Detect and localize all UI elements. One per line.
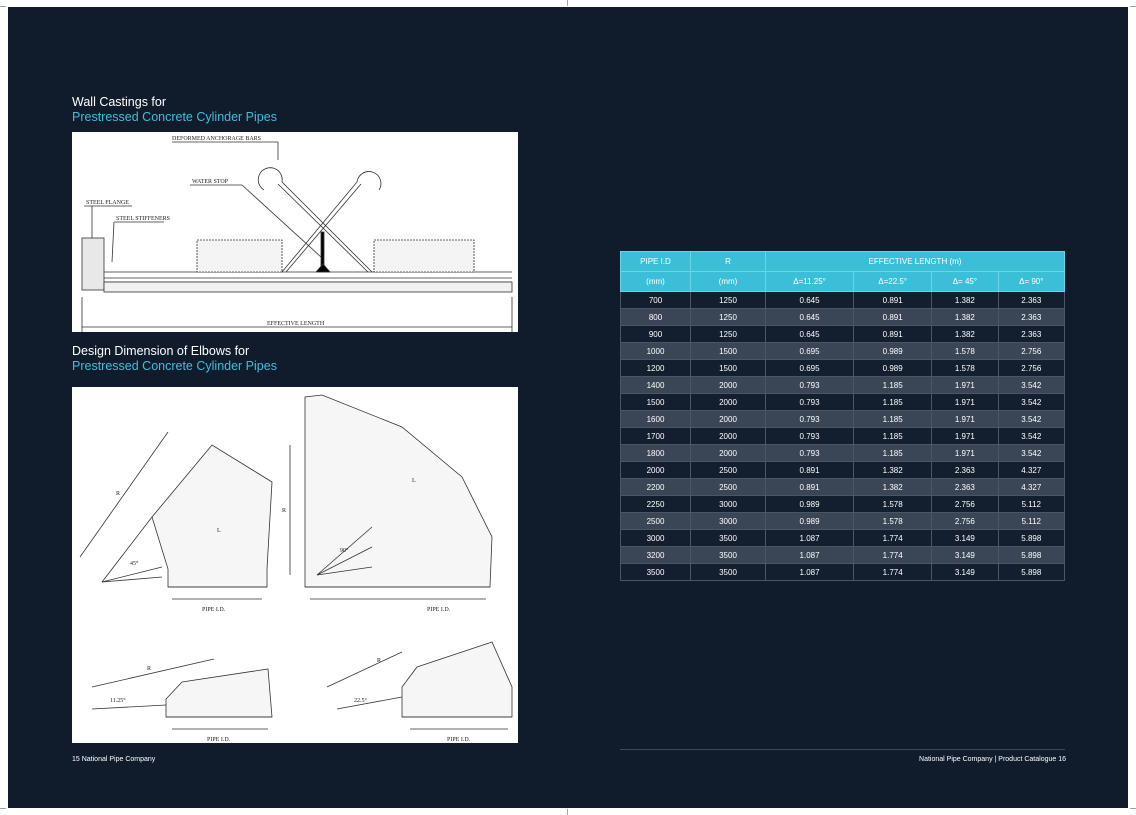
col-effective-length: EFFECTIVE LENGTH (m) bbox=[766, 252, 1065, 272]
table-cell: 0.645 bbox=[766, 326, 854, 343]
table-cell: 1.971 bbox=[932, 377, 998, 394]
table-row bbox=[621, 377, 1065, 394]
table-row bbox=[621, 513, 1065, 530]
page-footer-right: National Pipe Company | Product Catalogue 16 bbox=[919, 756, 1066, 763]
wall-castings-heading bbox=[72, 95, 277, 125]
table-cell: 800 bbox=[621, 309, 691, 326]
table-cell: 1700 bbox=[621, 428, 691, 445]
table-cell: 1.578 bbox=[854, 496, 932, 513]
table-cell: 1.185 bbox=[854, 394, 932, 411]
table-cell: 2.363 bbox=[932, 462, 998, 479]
stiffeners-label: STEEL STIFFENERS bbox=[116, 216, 170, 222]
table-cell: 4.327 bbox=[998, 479, 1064, 496]
table-cell: 1.578 bbox=[932, 343, 998, 360]
table-cell: 1400 bbox=[621, 377, 691, 394]
section-title: Wall Castings for bbox=[72, 95, 167, 109]
r-label: R bbox=[116, 491, 121, 497]
table-cell: 5.898 bbox=[998, 547, 1064, 564]
table-cell: 1500 bbox=[621, 394, 691, 411]
effective-length-table bbox=[620, 251, 1065, 581]
table-cell: 1.087 bbox=[766, 564, 854, 581]
table-cell: 1.382 bbox=[932, 326, 998, 343]
table-cell: 0.645 bbox=[766, 309, 854, 326]
table-cell: 1.185 bbox=[854, 377, 932, 394]
table-cell: 3.149 bbox=[932, 564, 998, 581]
crop-mark bbox=[0, 808, 6, 809]
elbow-225-shape bbox=[402, 642, 512, 717]
table-cell: 3000 bbox=[691, 496, 766, 513]
table-cell: 1800 bbox=[621, 445, 691, 462]
pipe-id-label: PIPE I.D. bbox=[207, 737, 231, 743]
table-cell: 1.185 bbox=[854, 428, 932, 445]
table-cell: 3.542 bbox=[998, 377, 1064, 394]
flange-label: STEEL FLANGE bbox=[86, 200, 129, 206]
table-cell: 1250 bbox=[691, 309, 766, 326]
r-label: R bbox=[282, 508, 287, 514]
wall-casting-drawing bbox=[72, 132, 518, 332]
table-row bbox=[621, 292, 1065, 309]
table-cell: 3000 bbox=[621, 530, 691, 547]
table-cell: 5.112 bbox=[998, 496, 1064, 513]
table-cell: 0.989 bbox=[766, 513, 854, 530]
table-header-row bbox=[621, 252, 1065, 272]
table-cell: 4.327 bbox=[998, 462, 1064, 479]
page-footer-left: 15 National Pipe Company bbox=[72, 756, 156, 763]
elbow-svg bbox=[72, 387, 518, 743]
table-row bbox=[621, 496, 1065, 513]
table-cell: 3.542 bbox=[998, 428, 1064, 445]
angle-225-label: 22.5° bbox=[354, 698, 367, 704]
water-stop-label: WATER STOP bbox=[192, 179, 229, 185]
table-cell: 0.793 bbox=[766, 445, 854, 462]
r-label: R bbox=[147, 666, 152, 672]
table-cell: 5.112 bbox=[998, 513, 1064, 530]
col-r: R bbox=[691, 252, 766, 272]
table-cell: 2000 bbox=[691, 411, 766, 428]
section-subtitle: Prestressed Concrete Cylinder Pipes bbox=[72, 359, 277, 373]
table-cell: 1600 bbox=[621, 411, 691, 428]
table-cell: 2200 bbox=[621, 479, 691, 496]
table-cell: 1.774 bbox=[854, 564, 932, 581]
table-row bbox=[621, 564, 1065, 581]
table-cell: 1.185 bbox=[854, 445, 932, 462]
table-cell: 900 bbox=[621, 326, 691, 343]
unit-mm: (mm) bbox=[691, 272, 766, 292]
table-cell: 3.542 bbox=[998, 445, 1064, 462]
concrete-block-left bbox=[197, 240, 282, 272]
table-cell: 3.542 bbox=[998, 394, 1064, 411]
table-cell: 1500 bbox=[691, 360, 766, 377]
table-cell: 1.087 bbox=[766, 530, 854, 547]
crop-mark bbox=[0, 6, 6, 7]
table-cell: 2000 bbox=[691, 394, 766, 411]
table-cell: 1250 bbox=[691, 326, 766, 343]
table-cell: 1.382 bbox=[854, 462, 932, 479]
table-cell: 0.645 bbox=[766, 292, 854, 309]
table-cell: 700 bbox=[621, 292, 691, 309]
table-cell: 2500 bbox=[621, 513, 691, 530]
table-cell: 5.898 bbox=[998, 530, 1064, 547]
angle-1125-label: 11.25° bbox=[110, 698, 126, 704]
table-cell: 3500 bbox=[691, 547, 766, 564]
table-cell: 0.793 bbox=[766, 377, 854, 394]
table-cell: 1.087 bbox=[766, 547, 854, 564]
l-label: L bbox=[412, 478, 416, 484]
table-cell: 1.971 bbox=[932, 394, 998, 411]
table-cell: 2000 bbox=[691, 428, 766, 445]
section-title: Design Dimension of Elbows for bbox=[72, 344, 250, 358]
table-cell: 1000 bbox=[621, 343, 691, 360]
pipe-id-label: PIPE I.D. bbox=[427, 607, 451, 613]
table-row bbox=[621, 462, 1065, 479]
table-cell: 1.774 bbox=[854, 530, 932, 547]
table-cell: 1.382 bbox=[932, 292, 998, 309]
section-subtitle: Prestressed Concrete Cylinder Pipes bbox=[72, 110, 277, 124]
table-cell: 0.989 bbox=[854, 360, 932, 377]
table-cell: 3.542 bbox=[998, 411, 1064, 428]
table-cell: 3500 bbox=[691, 530, 766, 547]
table-subheader-row bbox=[621, 272, 1065, 292]
table-cell: 2500 bbox=[691, 462, 766, 479]
table-cell: 0.891 bbox=[854, 292, 932, 309]
table-row bbox=[621, 326, 1065, 343]
table-row bbox=[621, 547, 1065, 564]
table-row bbox=[621, 479, 1065, 496]
left-page bbox=[8, 7, 568, 808]
table-cell: 0.793 bbox=[766, 428, 854, 445]
table-cell: 0.891 bbox=[854, 309, 932, 326]
table-body bbox=[621, 292, 1065, 581]
l-label: L bbox=[217, 528, 221, 534]
elbow-1125-shape bbox=[166, 669, 272, 717]
table-cell: 1.971 bbox=[932, 445, 998, 462]
concrete-block-right bbox=[374, 240, 474, 272]
table-cell: 3200 bbox=[621, 547, 691, 564]
table-cell: 1.774 bbox=[854, 547, 932, 564]
unit-mm: (mm) bbox=[621, 272, 691, 292]
angle-90-label: 90° bbox=[340, 548, 349, 554]
table-cell: 1500 bbox=[691, 343, 766, 360]
table-cell: 3500 bbox=[621, 564, 691, 581]
table-cell: 0.793 bbox=[766, 411, 854, 428]
table-cell: 1200 bbox=[621, 360, 691, 377]
table-cell: 2.756 bbox=[998, 343, 1064, 360]
table-cell: 5.898 bbox=[998, 564, 1064, 581]
table-row bbox=[621, 394, 1065, 411]
table-cell: 2000 bbox=[691, 377, 766, 394]
crop-mark bbox=[1130, 808, 1136, 809]
table-cell: 0.695 bbox=[766, 360, 854, 377]
crop-mark bbox=[567, 0, 568, 6]
pipe-id-label: PIPE I.D. bbox=[202, 607, 226, 613]
table-cell: 0.793 bbox=[766, 394, 854, 411]
table-cell: 3.149 bbox=[932, 530, 998, 547]
elbow-45-shape bbox=[152, 445, 272, 587]
table-cell: 2.363 bbox=[998, 326, 1064, 343]
wall-casting-svg bbox=[72, 132, 518, 332]
table-row bbox=[621, 445, 1065, 462]
table-row bbox=[621, 530, 1065, 547]
anchorage-bar-1 bbox=[282, 172, 381, 272]
elbow-design-heading bbox=[72, 344, 277, 374]
table-cell: 1.971 bbox=[932, 428, 998, 445]
table-cell: 2000 bbox=[621, 462, 691, 479]
table-cell: 2.363 bbox=[932, 479, 998, 496]
table-cell: 1.382 bbox=[932, 309, 998, 326]
crop-mark bbox=[567, 809, 568, 815]
table-cell: 0.989 bbox=[766, 496, 854, 513]
elbow-drawing bbox=[72, 387, 518, 743]
elbow-90-shape bbox=[305, 395, 492, 587]
steel-flange-shape bbox=[82, 238, 104, 290]
table-row bbox=[621, 309, 1065, 326]
crop-mark bbox=[1130, 6, 1136, 7]
angle-45-label: 45° bbox=[130, 561, 139, 567]
table-row bbox=[621, 360, 1065, 377]
col-angle-225: Δ=22.5° bbox=[854, 272, 932, 292]
table-cell: 3500 bbox=[691, 564, 766, 581]
table-cell: 2.363 bbox=[998, 309, 1064, 326]
table-cell: 2.363 bbox=[998, 292, 1064, 309]
table-cell: 2250 bbox=[621, 496, 691, 513]
table-cell: 3.149 bbox=[932, 547, 998, 564]
catalog-spread bbox=[8, 7, 1128, 808]
table-cell: 0.989 bbox=[854, 343, 932, 360]
col-angle-90: Δ= 90° bbox=[998, 272, 1064, 292]
table-cell: 1.185 bbox=[854, 411, 932, 428]
table-cell: 0.891 bbox=[766, 462, 854, 479]
table-cell: 0.695 bbox=[766, 343, 854, 360]
anchorage-label: DEFORMED ANCHORAGE BARS bbox=[172, 136, 262, 142]
footer-divider bbox=[620, 749, 1065, 750]
table-row bbox=[621, 428, 1065, 445]
col-angle-1125: Δ=11.25° bbox=[766, 272, 854, 292]
table-cell: 1250 bbox=[691, 292, 766, 309]
pipe-id-label: PIPE I.D. bbox=[447, 737, 471, 743]
r-label: R bbox=[377, 658, 382, 664]
col-pipe-id: PIPE I.D bbox=[621, 252, 691, 272]
effective-length-label: EFFECTIVE LENGTH bbox=[267, 321, 325, 327]
col-angle-45: Δ= 45° bbox=[932, 272, 998, 292]
table-cell: 2000 bbox=[691, 445, 766, 462]
table-cell: 0.891 bbox=[854, 326, 932, 343]
table-row bbox=[621, 411, 1065, 428]
table-cell: 0.891 bbox=[766, 479, 854, 496]
table-cell: 3000 bbox=[691, 513, 766, 530]
table-cell: 1.382 bbox=[854, 479, 932, 496]
table-row bbox=[621, 343, 1065, 360]
table-cell: 2.756 bbox=[932, 513, 998, 530]
table-cell: 1.578 bbox=[932, 360, 998, 377]
table-cell: 2.756 bbox=[998, 360, 1064, 377]
table-cell: 2.756 bbox=[932, 496, 998, 513]
table-cell: 1.971 bbox=[932, 411, 998, 428]
table-cell: 1.578 bbox=[854, 513, 932, 530]
table-cell: 2500 bbox=[691, 479, 766, 496]
